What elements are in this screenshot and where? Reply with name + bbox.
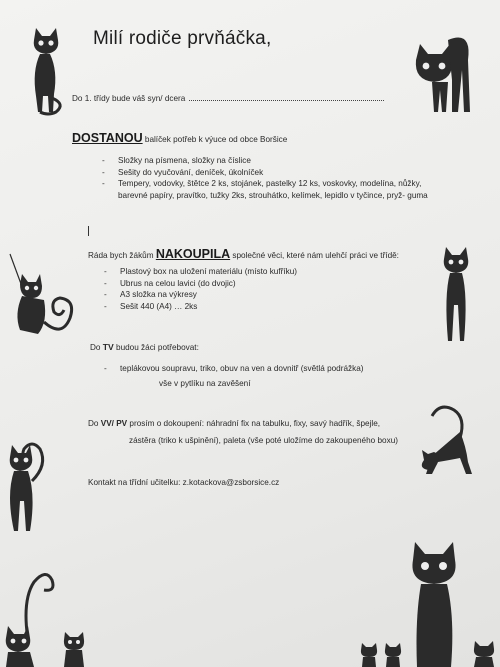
list-item: - Složky na písmena, složky na číslice <box>102 155 432 167</box>
section-nakoupila-heading <box>88 247 399 261</box>
list-item: - A3 složka na výkresy <box>104 289 364 301</box>
vv-pre: Do <box>88 419 101 428</box>
heading-dostanou: DOSTANOU <box>72 131 143 145</box>
cat-illustration <box>26 26 66 116</box>
heading-nakoupila-rest: společné věci, které nám ulehčí práci ve třídě: <box>230 251 399 260</box>
cat-illustration <box>382 642 404 667</box>
list-item: - teplákovou soupravu, triko, obuv na ven a dovnitř (světlá podrážka) <box>104 363 404 375</box>
vv-line2: zástěra (triko k ušpinění), paleta (vše poté uložíme do zakoupeného boxu) <box>129 436 398 445</box>
tv-rest: budou žáci potřebovat: <box>113 343 199 352</box>
contact-line: Kontakt na třídní učitelku: z.kotackova@zsborsice.cz <box>88 478 280 487</box>
cat-illustration <box>4 252 84 342</box>
list-nakoupila <box>104 266 364 312</box>
heading-nakoupila-pre: Ráda bych žákům <box>88 251 156 260</box>
vv-rest: prosím o dokoupení: náhradní fix na tabulku, fixy, savý hadřík, špejle, <box>127 419 381 428</box>
cat-illustration <box>412 30 477 115</box>
cat-illustration <box>2 435 57 535</box>
cat-illustration <box>405 538 465 667</box>
heading-nakoupila: NAKOUPILA <box>155 247 231 261</box>
heading-dostanou-rest: balíček potřeb k výuce od obce Boršice <box>142 135 288 144</box>
vv-bold: VV/ PV <box>100 419 128 428</box>
cat-illustration <box>0 560 55 667</box>
list-item: - Sešit 440 (A4) … 2ks <box>104 301 364 313</box>
intro-text: Do 1. třídy bude váš syn/ dcera <box>72 94 186 103</box>
section-tv-heading <box>90 342 199 353</box>
list-dostanou <box>102 155 432 201</box>
cat-illustration <box>470 640 498 667</box>
intro-line <box>72 93 384 104</box>
cat-illustration <box>438 245 474 345</box>
section-vv-pv <box>88 418 380 429</box>
cat-illustration <box>410 402 482 478</box>
tv-bold: TV <box>102 342 114 352</box>
section-dostanou-heading <box>72 133 287 145</box>
cat-illustration <box>60 630 88 667</box>
tv-line2: vše v pytlíku na zavěšení <box>159 379 251 388</box>
list-item: - Ubrus na celou lavici (do dvojic) <box>104 278 364 290</box>
page-title: Milí rodiče prvňáčka, <box>93 28 272 49</box>
list-tv <box>104 363 404 375</box>
text-cursor-mark <box>88 226 89 236</box>
list-item: - Plastový box na uložení materiálu (místo kufříku) <box>104 266 364 278</box>
tv-pre: Do <box>90 343 103 352</box>
fill-in-dotted-line <box>189 94 384 101</box>
list-item: - Tempery, vodovky, štětce 2 ks, stojánek, pastelky 12 ks, voskovky, modelína, nůžky, barevné papíry, pravítko, tužky 2ks, strouhátko, kelímek, lepidlo v tyčince, pryž- guma <box>102 178 432 201</box>
cat-illustration <box>358 642 380 667</box>
list-item: - Sešity do vyučování, deníček, úkolníček <box>102 167 432 179</box>
